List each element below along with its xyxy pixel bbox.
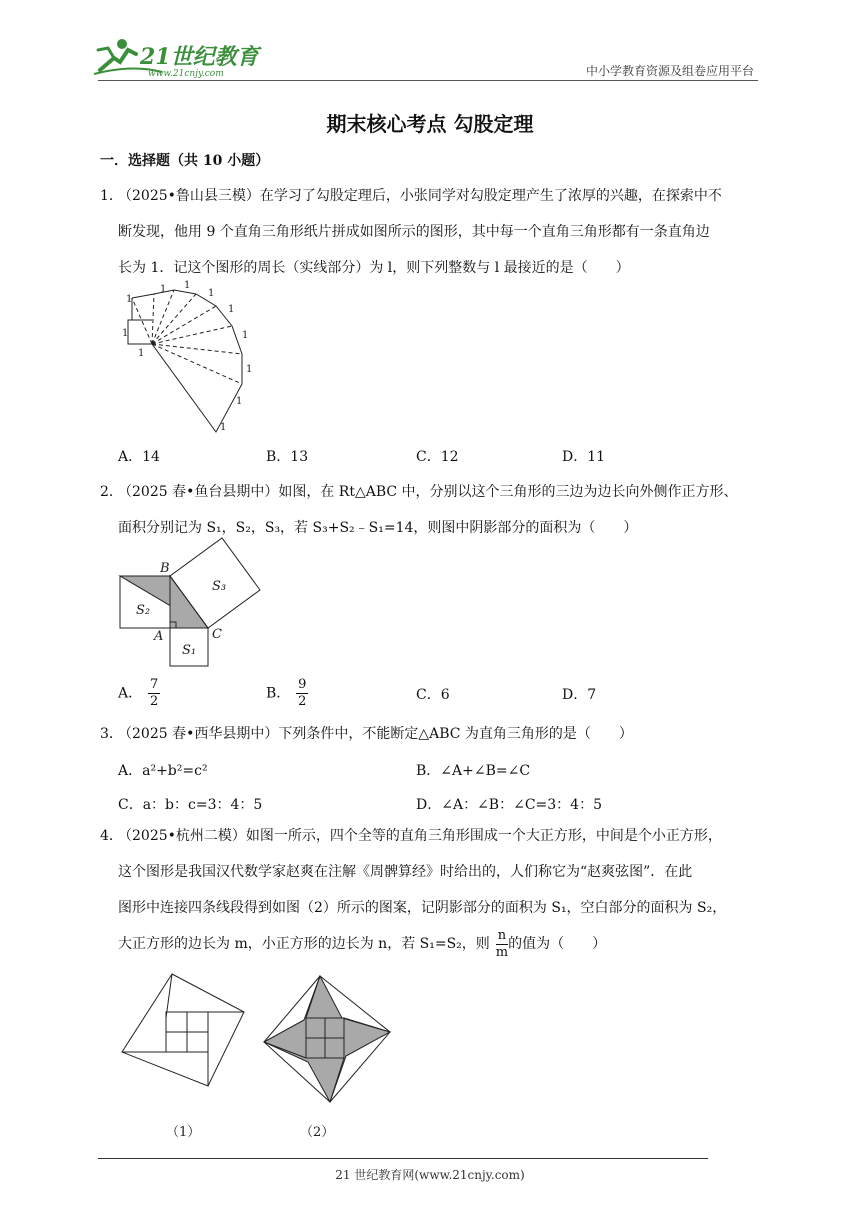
footer-divider (98, 1158, 708, 1159)
option-a[interactable]: A．a²+b²=c² (118, 763, 208, 779)
figure-label: 1 (184, 280, 191, 291)
spiral-triangles-figure (112, 280, 252, 438)
option-a[interactable] (118, 678, 160, 709)
header-divider (98, 80, 758, 81)
question-text-line: 面积分别记为 S₁，S₂，S₃，若 S₃+S₂﹣S₁=14，则图中阴影部分的面积为（ ） (118, 520, 638, 536)
question-text-line: 断发现，他用 9 个直角三角形纸片拼成如图所示的图形，其中每一个直角三角形都有一条直角边 (118, 224, 710, 240)
runner-logo-icon (92, 36, 264, 80)
figure-label: 1 (236, 396, 243, 407)
area-label-s1: S₁ (182, 643, 197, 658)
vertex-label-a: A (154, 629, 164, 644)
question-number: 4． (100, 828, 123, 844)
figure-label: 1 (126, 294, 133, 305)
figure-label: 1 (160, 284, 167, 295)
question-text-line: 图形中连接四条线段得到如图（2）所示的图案，记阴影部分的面积为 S₁，空白部分的面积为 S₂， (118, 900, 727, 916)
question-3 (100, 716, 762, 752)
header-slogan: 中小学教育资源及组卷应用平台 (585, 64, 754, 78)
option-d[interactable]: D．∠A：∠B：∠C=3：4：5 (416, 797, 602, 813)
option-b[interactable]: B．∠A+∠B=∠C (416, 763, 531, 779)
site-logo (92, 36, 264, 80)
figure-1-diagram (122, 974, 244, 1086)
footer-text: 21 世纪教育网(www.21cnjy.com) (335, 1168, 525, 1182)
option-c[interactable]: C．a：b：c=3：4：5 (118, 797, 263, 813)
figure-2-caption: （2） (300, 1125, 335, 1140)
vertex-label-c: C (212, 627, 222, 642)
zhao-shuang-figures (112, 970, 392, 1148)
question-text-line: （2025 春•西华县期中）下列条件中，不能断定△ABC 为直角三角形的是（ ） (118, 726, 633, 742)
question-number: 1． (100, 188, 123, 204)
option-b[interactable]: B．13 (266, 449, 309, 465)
option-b[interactable] (266, 678, 308, 709)
area-label-s2: S₂ (136, 603, 151, 618)
figure-label: 1 (208, 288, 215, 299)
figure-1-caption: （1） (166, 1125, 201, 1140)
page-title: 期末核心考点 勾股定理 (326, 112, 534, 136)
question-text-line: （2025 春•鱼台县期中）如图，在 Rt△ABC 中，分别以这个三角形的三边为边长向外侧作正方形、 (118, 484, 738, 500)
question-text-line: 长为 1．记这个图形的周长（实线部分）为 l，则下列整数与 l 最接近的是（ ） (118, 260, 630, 276)
figure-label: 1 (242, 330, 249, 341)
option-a[interactable]: A．14 (118, 449, 160, 465)
area-label-s3: S₃ (212, 579, 227, 594)
option-d[interactable]: D．11 (562, 449, 606, 465)
fraction (496, 929, 508, 960)
option-c[interactable]: C．6 (416, 687, 450, 703)
fraction-numerator: 7 (149, 677, 159, 692)
figure-2-diagram (264, 976, 390, 1102)
question-number: 3． (100, 726, 123, 742)
option-label: B． (266, 685, 291, 702)
section-heading: 一．选择题（共 10 小题） (100, 153, 270, 169)
fraction-denominator: m (495, 944, 509, 960)
fraction (296, 678, 308, 709)
logo-url: www.21cnjy.com (148, 69, 224, 79)
question-text-line: （2025•杭州二模）如图一所示，四个全等的直角三角形围成一个大正方形，中间是个小正方形， (118, 828, 722, 844)
figure-label: 1 (228, 304, 235, 315)
option-d[interactable]: D．7 (562, 687, 597, 703)
option-label: A． (118, 685, 143, 702)
figure-label: 1 (122, 328, 129, 339)
question-number: 2． (100, 484, 123, 500)
question-text-line: （2025•鲁山县三模）在学习了勾股定理后，小张同学对勾股定理产生了浓厚的兴趣，在探索中不 (118, 188, 722, 204)
squares-on-triangle-figure (112, 534, 272, 668)
fraction-numerator: 9 (298, 677, 307, 692)
logo-text: 21世纪教育 (140, 44, 259, 70)
fraction-denominator: 2 (149, 694, 159, 709)
option-c[interactable]: C．12 (416, 449, 459, 465)
figure-label: 1 (220, 422, 227, 433)
question-1 (100, 178, 762, 286)
fraction-denominator: 2 (298, 694, 307, 709)
question-4 (100, 818, 762, 962)
question-text-line: 这个图形是我国汉代数学家赵爽在注解《周髀算经》时给出的，人们称它为“赵爽弦图”．在此 (118, 864, 693, 880)
fraction-numerator: n (497, 927, 507, 943)
fraction (148, 678, 160, 709)
figure-label: 1 (138, 348, 145, 359)
figure-label: 1 (246, 364, 252, 375)
vertex-label-b: B (160, 561, 170, 576)
question-text-line: 大正方形的边长为 m，小正方形的边长为 n，若 S₁=S₂，则 (118, 936, 490, 952)
question-text-tail: 的值为（ ） (508, 936, 607, 952)
